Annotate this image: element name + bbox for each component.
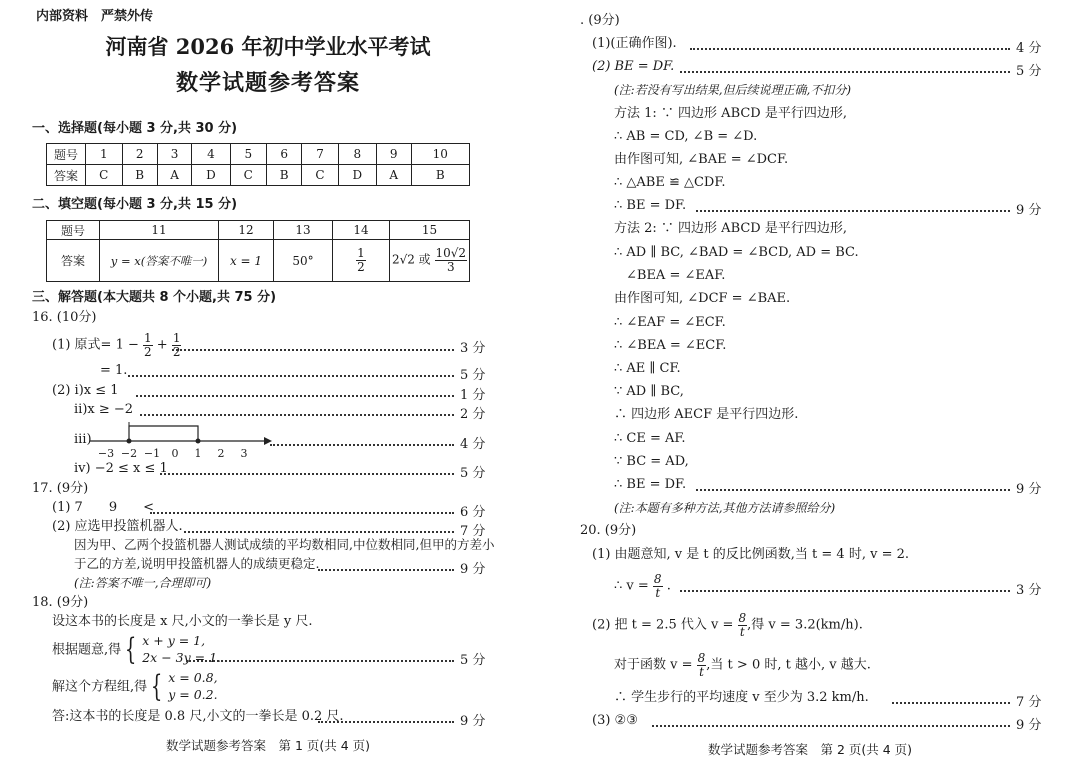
tick-label: −1 — [143, 447, 161, 460]
table-cell: 2 — [122, 144, 157, 165]
tick-label: 1 — [194, 447, 202, 460]
dot-leader — [696, 210, 1010, 212]
q19-method1-step: ∴ △ABE ≌ △CDF. — [614, 175, 726, 190]
score-points: 5 分 — [460, 653, 486, 668]
equation: x = 0.8, — [168, 670, 218, 685]
dot-leader — [184, 531, 454, 533]
q17-part2: (2) 应选甲投篮机器人. — [52, 519, 183, 534]
expression-text: + — [156, 337, 168, 353]
score-points: 4 分 — [460, 437, 486, 452]
q19-method2-step: ∵ AD ∥ BC, — [614, 384, 684, 399]
table-cell: 8 — [338, 144, 376, 165]
dot-leader — [186, 660, 454, 662]
q19-part1: (1)(正确作图). — [592, 36, 677, 51]
dot-leader — [696, 489, 1010, 491]
table-cell: y = x(答案不唯一) — [100, 240, 219, 282]
section-heading-fill: 二、填空题(每小题 3 分,共 15 分) — [32, 197, 238, 212]
fraction: $\frac{1}{2}$ — [144, 331, 152, 359]
table-cell: 4 — [192, 144, 230, 165]
solution-bracket — [129, 426, 198, 441]
q20-part1: (1) 由题意知, v 是 t 的反比例函数,当 t = 4 时, v = 2. — [592, 547, 909, 562]
label-text: 根据题意,得 — [52, 642, 122, 658]
score-points: 2 分 — [460, 407, 486, 422]
exam-title: 河南省 2026 年初中学业水平考试 — [105, 34, 431, 59]
system-lines — [168, 670, 217, 704]
q16-part1-result: = 1. — [100, 363, 128, 378]
table-cell: 15 — [390, 221, 470, 240]
q19-method1: 方法 1: ∵ 四边形 ABCD 是平行四边形, — [614, 106, 847, 121]
number-line-figure — [88, 422, 278, 462]
tick-label: 2 — [217, 447, 225, 460]
table-row-label: 答案 — [47, 165, 86, 186]
endpoint-dot — [127, 439, 132, 444]
dot-leader — [150, 512, 454, 514]
q16-part2-i: (2) ⅰ)x ≤ 1 — [52, 383, 119, 398]
expression-text: ,当 t > 0 时, t 越小, v 越大. — [706, 657, 871, 673]
score-points: 3 分 — [460, 341, 486, 356]
fraction: $\frac{10√2}{3}$ — [435, 246, 467, 274]
equation: y = 0.2. — [168, 686, 218, 702]
tick-label: 0 — [171, 447, 179, 460]
fraction: $\frac{8}{t}$ — [738, 611, 747, 639]
section-heading-solve: 三、解答题(本大题共 8 个小题,共 75 分) — [32, 290, 277, 305]
q16-part2-ii: ⅱ)x ≥ −2 — [74, 402, 134, 417]
endpoint-dot — [196, 439, 201, 444]
question-16-heading: 16. (10分) — [32, 310, 97, 325]
brace-icon: { — [124, 631, 137, 667]
dot-leader — [140, 414, 454, 416]
score-points: 9 分 — [460, 562, 486, 577]
table-cell: 10 — [411, 144, 469, 165]
expression-text: ,得 v = 3.2(km/h). — [747, 617, 863, 633]
q19-method2-step: ∴ AE ∥ CF. — [614, 361, 681, 376]
table-cell — [390, 240, 470, 282]
page-footer: 数学试题参考答案 第 1 页(共 4 页) — [165, 738, 371, 753]
table-cell: D — [338, 165, 376, 186]
choice-answer-table — [46, 143, 470, 186]
q20-part1-result — [614, 573, 671, 599]
dot-leader — [270, 444, 454, 446]
score-points: 9 分 — [1016, 203, 1042, 218]
table-row-label: 题号 — [47, 144, 86, 165]
table-cell: 5 — [230, 144, 267, 165]
brace-icon: { — [150, 668, 163, 704]
table-cell: 14 — [333, 221, 390, 240]
q20-part3: (3) ②③ — [592, 713, 638, 728]
q19-note1: (注:若没有写出结果,但后续说理正确,不扣分) — [614, 83, 852, 97]
q20-part2 — [592, 612, 863, 638]
score-points: 7 分 — [1016, 695, 1042, 710]
question-18-heading: 18. (9分) — [32, 595, 89, 610]
tick-label: −2 — [120, 447, 138, 460]
dot-leader — [128, 375, 454, 377]
score-points: 9 分 — [1016, 482, 1042, 497]
score-points: 1 分 — [460, 388, 486, 403]
q18-setup: 设这本书的长度是 x 尺,小文的一拳长是 y 尺. — [52, 614, 313, 629]
tick-label: 3 — [240, 447, 248, 460]
q17-note: (注:答案不唯一,合理即可) — [74, 576, 212, 590]
q19-method2: 方法 2: ∵ 四边形 ABCD 是平行四边形, — [614, 221, 847, 236]
q19-note2: (注:本题有多种方法,其他方法请参照给分) — [614, 501, 836, 515]
fraction: $\frac{8}{t}$ — [697, 651, 706, 679]
answer-page-1 — [0, 0, 536, 764]
score-points: 9 分 — [1016, 718, 1042, 733]
fraction: $\frac{1}{2}$ — [172, 331, 181, 359]
table-cell: 6 — [267, 144, 302, 165]
q18-solution-system — [52, 670, 218, 704]
q19-method2-step: ∴ 四边形 AECF 是平行四边形. — [614, 407, 799, 422]
score-points: 5 分 — [1016, 64, 1042, 79]
table-cell: 12 — [219, 221, 274, 240]
table-cell: 13 — [274, 221, 333, 240]
answer-page-2 — [540, 0, 1080, 764]
table-cell: 50° — [274, 240, 333, 282]
table-cell — [333, 240, 390, 282]
dot-leader — [318, 569, 454, 571]
q16-part2-iv: ⅳ) −2 ≤ x ≤ 1 — [74, 461, 168, 476]
q18-answer: 答:这本书的长度是 0.8 尺,小文的一拳长是 0.2 尺. — [52, 709, 344, 724]
q16-part1 — [52, 332, 181, 358]
q19-method2-step: ∴ AD ∥ BC, ∠BAD = ∠BCD, AD = BC. — [614, 245, 859, 260]
dot-leader — [160, 473, 454, 475]
score-points: 3 分 — [1016, 583, 1042, 598]
dot-leader — [690, 48, 1010, 50]
fill-answer-table — [46, 220, 470, 282]
dot-leader — [680, 71, 1010, 73]
expression-text: ∴ v = — [614, 578, 649, 594]
section-heading-choice: 一、选择题(每小题 3 分,共 30 分) — [32, 121, 238, 136]
expression-text: . — [666, 578, 671, 594]
table-row-label: 题号 — [47, 221, 100, 240]
page-title: 数学试题参考答案 — [175, 71, 360, 96]
page-footer: 数学试题参考答案 第 2 页(共 4 页) — [707, 742, 913, 757]
q19-method2-step: ∴ ∠EAF = ∠ECF. — [614, 315, 726, 330]
dot-leader — [172, 349, 454, 351]
fraction: $\frac{1}{2}$ — [357, 246, 365, 274]
q17-reason-line1: 因为甲、乙两个投篮机器人测试成绩的平均数相同,中位数相同,但甲的方差小 — [74, 537, 495, 552]
label-text: 解这个方程组,得 — [52, 679, 148, 695]
table-cell: C — [86, 165, 123, 186]
table-cell: A — [376, 165, 411, 186]
dot-leader — [652, 725, 1010, 727]
q19-part2: (2) BE = DF. — [592, 59, 675, 74]
table-cell: B — [267, 165, 302, 186]
table-cell: 3 — [157, 144, 192, 165]
score-points: 5 分 — [460, 368, 486, 383]
q20-part2-reason — [614, 652, 871, 678]
score-points: 4 分 — [1016, 41, 1042, 56]
equation: 2x − 3y = 1. — [142, 649, 222, 665]
tick-label: −3 — [97, 447, 115, 460]
equation: x + y = 1, — [142, 633, 206, 648]
score-points: 9 分 — [460, 714, 486, 729]
table-cell: 9 — [376, 144, 411, 165]
table-cell: 11 — [100, 221, 219, 240]
question-20-heading: 20. (9分) — [580, 523, 637, 538]
table-cell: B — [411, 165, 469, 186]
dot-leader — [680, 590, 1010, 592]
table-cell: x = 1 — [219, 240, 274, 282]
q19-method2-step: ∠BEA = ∠EAF. — [626, 268, 726, 283]
confidential-label: 内部资料 严禁外传 — [36, 9, 154, 24]
score-points: 5 分 — [460, 466, 486, 481]
q19-method1-step: ∴ BE = DF. — [614, 198, 687, 213]
dot-leader — [318, 721, 454, 723]
q20-part2-conclusion: ∴ 学生步行的平均速度 v 至少为 3.2 km/h. — [614, 690, 869, 705]
q19-method2-step: ∵ BC = AD, — [614, 454, 689, 469]
table-cell: B — [122, 165, 157, 186]
q17-reason-line2: 于乙的方差,说明甲投篮机器人的成绩更稳定. — [74, 556, 320, 571]
expression-text: (2) 把 t = 2.5 代入 v = — [592, 617, 734, 633]
q19-method1-step: 由作图可知, ∠BAE = ∠DCF. — [614, 152, 789, 167]
table-row-label: 答案 — [47, 240, 100, 282]
fraction: $\frac{8}{t}$ — [653, 572, 662, 600]
table-cell: 7 — [302, 144, 339, 165]
expression-text: 对于函数 v = — [614, 657, 693, 673]
table-cell: 1 — [86, 144, 123, 165]
q19-method1-step: ∴ AB = CD, ∠B = ∠D. — [614, 129, 758, 144]
question-19-heading: . (9分) — [580, 13, 620, 28]
table-cell: A — [157, 165, 192, 186]
dot-leader — [892, 702, 1010, 704]
q16-part2-iii: ⅲ) — [74, 432, 92, 447]
table-cell: C — [230, 165, 267, 186]
q17-part1: (1) 7 9 < — [52, 500, 154, 515]
q19-method2-step: ∴ BE = DF. — [614, 477, 687, 492]
expression-text: (1) 原式= 1 − — [52, 337, 139, 353]
answer-text: 2√2 或 — [391, 253, 431, 267]
table-cell: D — [192, 165, 230, 186]
score-points: 6 分 — [460, 505, 486, 520]
q19-method2-step: ∴ ∠BEA = ∠ECF. — [614, 338, 727, 353]
table-cell: C — [302, 165, 339, 186]
question-17-heading: 17. (9分) — [32, 481, 89, 496]
q19-method2-step: 由作图可知, ∠DCF = ∠BAE. — [614, 291, 791, 306]
q19-method2-step: ∴ CE = AF. — [614, 431, 686, 446]
dot-leader — [136, 395, 454, 397]
score-points: 7 分 — [460, 524, 486, 539]
